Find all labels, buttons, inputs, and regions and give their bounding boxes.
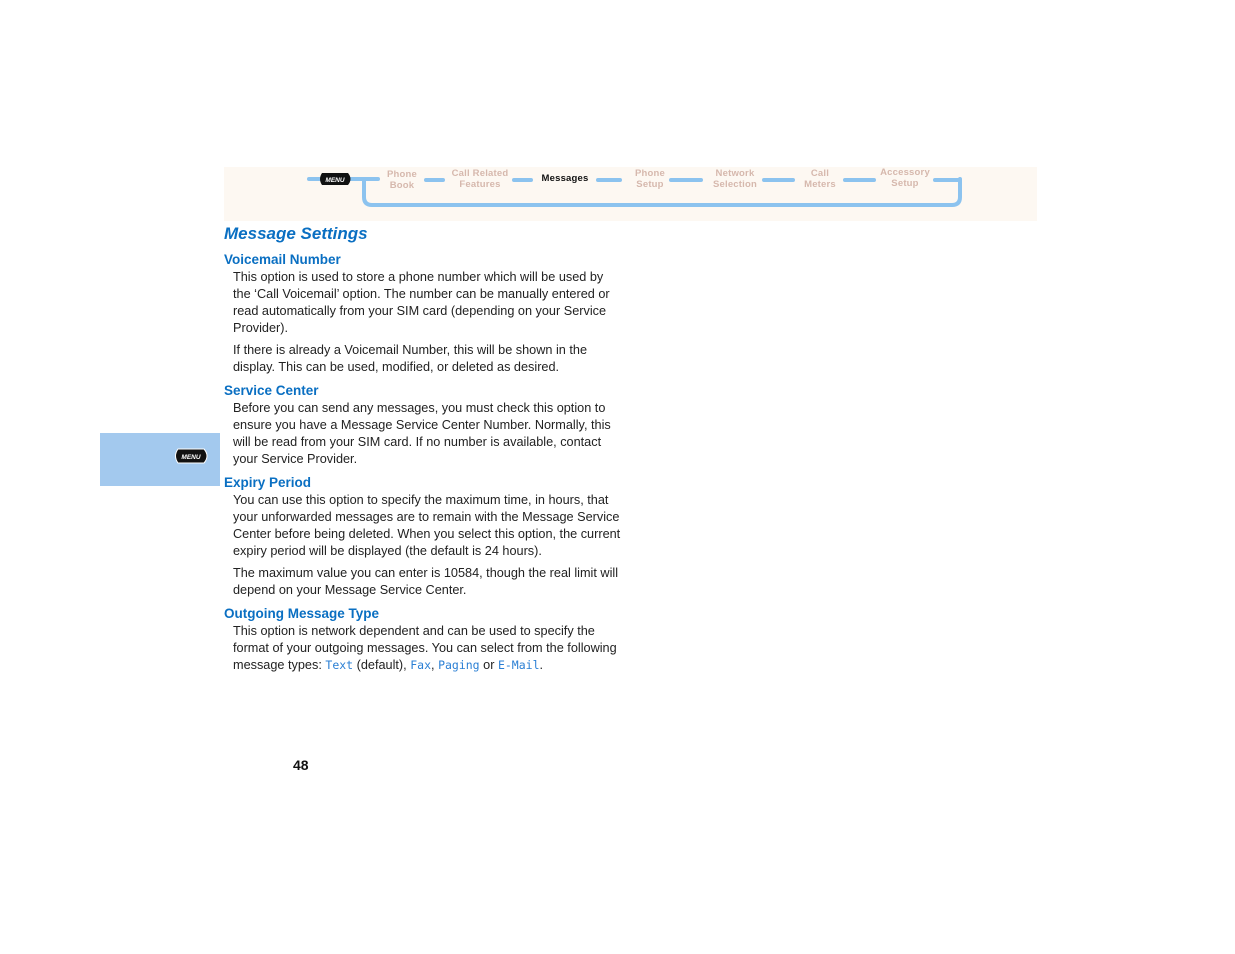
svg-text:MENU: MENU [181,454,201,461]
lcd-email-option: E-Mail [497,658,540,672]
nav-item-call-related-features[interactable]: Call Related Features [451,168,509,190]
lcd-paging-option: Paging [438,658,480,672]
paragraph: This option is network dependent and can be used to specify the format of your outgoing messages. You can select from the following message types: Text (default), Fax, Paging or E-Mail. [233,624,617,672]
nav-item-messages[interactable]: Messages [541,173,589,184]
lcd-text-option: Text [325,658,354,672]
menu-key-icon [318,171,354,187]
svg-text:MENU: MENU [325,177,345,184]
paragraph: The maximum value you can enter is 10584, though the real limit will depend on your Message Service Center. [233,566,619,597]
menu-navigation-bar [224,167,1037,221]
page-number: 48 [293,757,309,773]
paragraph: If there is already a Voicemail Number, this will be shown in the display. This can be used, modified, or deleted as desired. [233,343,588,374]
page-title: Message Settings [224,224,368,243]
lcd-fax-option: Fax [410,658,431,672]
paragraph: You can use this option to specify the maximum time, in hours, that your unforwarded messages are to remain with the Message Service Center before being deleted. When you select this option, the current expiry period will be displayed (the default is 24 hours). [233,493,621,558]
chapter-side-tab [100,433,220,486]
paragraph: This option is used to store a phone number which will be used by the ‘Call Voicemail’ option. The number can be manually entered or read automatically from your SIM card (depending on your Service Provider). [233,270,610,335]
paragraph: Before you can send any messages, you must check this option to ensure you have a Message Service Center Number. Normally, this will be read from your SIM card. If no number is available, contact your Service Provider. [233,401,611,466]
heading-voicemail-number: Voicemail Number [224,252,341,267]
nav-item-network-selection[interactable]: Network Selection [712,168,758,190]
nav-item-accessory-setup[interactable]: Accessory Setup [880,167,930,189]
menu-key-icon [173,447,211,465]
nav-item-phone-setup[interactable]: Phone Setup [634,168,666,190]
heading-service-center: Service Center [224,383,319,398]
heading-outgoing-message-type: Outgoing Message Type [224,606,380,621]
main-content [224,250,624,679]
nav-item-phone-book[interactable]: Phone Book [386,169,418,191]
heading-expiry-period: Expiry Period [224,475,312,490]
nav-item-call-meters[interactable]: Call Meters [804,168,836,190]
